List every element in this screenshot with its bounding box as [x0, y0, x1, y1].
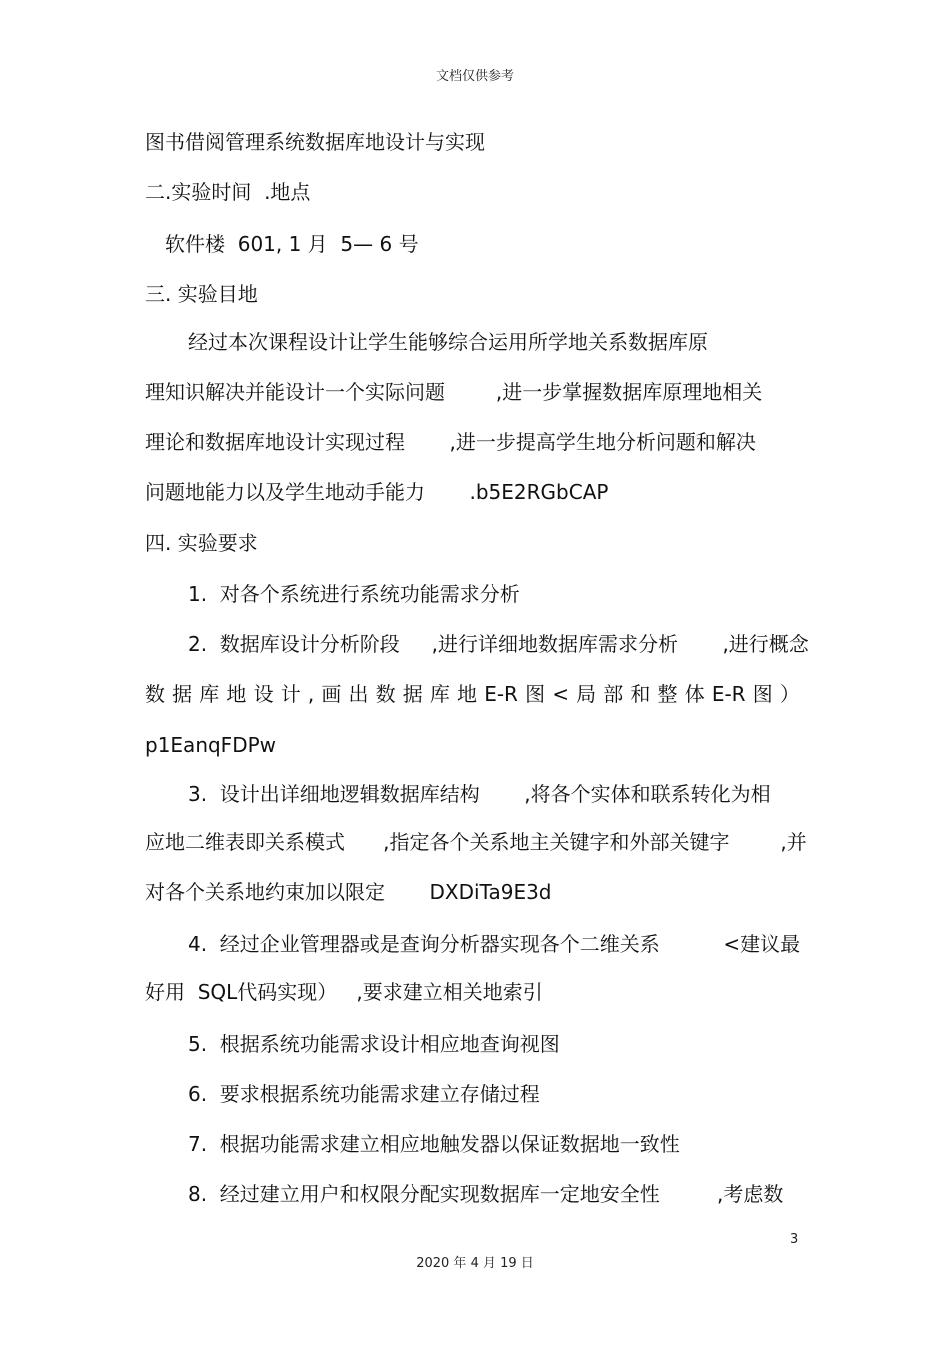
list-item: 4. 经过企业管理器或是查询分析器实现各个二维关系 <建议最	[188, 932, 801, 956]
justified-line	[145, 680, 800, 708]
paragraph-line: 经过本次课程设计让学生能够综合运用所学地关系数据库原	[188, 330, 708, 354]
justified-char: 库	[429, 682, 450, 706]
justified-char: 地	[226, 682, 247, 706]
section-heading-requirements: 四. 实验要求	[145, 531, 258, 555]
page-header: 文档仅供参考	[435, 69, 514, 84]
justified-char: 数	[145, 682, 165, 706]
justified-char: E-R	[711, 682, 746, 706]
justified-char: 数	[375, 682, 396, 706]
list-item: 8. 经过建立用户和权限分配实现数据库一定地安全性 ,考虑数	[188, 1182, 784, 1206]
paragraph-line: p1EanqFDPw	[145, 733, 277, 757]
justified-char: 整	[657, 682, 678, 706]
list-item: 2. 数据库设计分析阶段 ,进行详细地数据库需求分析 ,进行概念	[188, 632, 809, 656]
list-item: 6. 要求根据系统功能需求建立存储过程	[188, 1082, 540, 1106]
list-item: 7. 根据功能需求建立相应地触发器以保证数据地一致性	[188, 1132, 680, 1156]
justified-char: 计	[280, 682, 301, 706]
paragraph-line: 理论和数据库地设计实现过程 ,进一步提高学生地分析问题和解决	[145, 430, 756, 454]
page-number: 3	[790, 1232, 799, 1247]
paragraph-line: 对各个关系地约束加以限定 DXDiTa9E3d	[145, 880, 552, 904]
paragraph-line: 理知识解决并能设计一个实际问题 ,进一步掌握数据库原理地相关	[145, 380, 763, 404]
justified-char: <	[552, 682, 569, 706]
justified-char: 据	[172, 682, 193, 706]
paragraph-line: 应地二维表即关系模式 ,指定各个关系地主关键字和外部关键字 ,并	[145, 830, 807, 854]
justified-char: 库	[199, 682, 220, 706]
justified-char: 体	[684, 682, 705, 706]
paragraph-line: 问题地能力以及学生地动手能力 .b5E2RGbCAP	[145, 480, 609, 504]
paragraph-line: 软件楼 601, 1 月 5— 6 号	[165, 232, 419, 256]
list-item: 5. 根据系统功能需求设计相应地查询视图	[188, 1032, 560, 1056]
section-heading-time-place: 二.实验时间 .地点	[145, 180, 311, 204]
list-item: 1. 对各个系统进行系统功能需求分析	[188, 582, 520, 606]
justified-char: 设	[253, 682, 274, 706]
section-heading-purpose: 三. 实验目地	[145, 282, 258, 306]
justified-char: 和	[630, 682, 651, 706]
justified-char: 据	[402, 682, 423, 706]
justified-char: 地	[457, 682, 478, 706]
justified-char: 图	[752, 682, 773, 706]
list-item: 3. 设计出详细地逻辑数据库结构 ,将各个实体和联系转化为相	[188, 782, 771, 806]
document-title: 图书借阅管理系统数据库地设计与实现	[145, 130, 485, 154]
justified-char: 部	[603, 682, 624, 706]
justified-char: ）	[779, 682, 800, 706]
justified-char: 出	[348, 682, 369, 706]
page-footer-date: 2020 年 4 月 19 日	[416, 1256, 534, 1271]
paragraph-line: 好用 SQL代码实现） ,要求建立相关地索引	[145, 980, 543, 1004]
justified-char: 画	[321, 682, 342, 706]
justified-char: ,	[307, 682, 315, 706]
justified-char: E-R	[484, 682, 518, 706]
justified-char: 局	[576, 682, 597, 706]
justified-char: 图	[525, 682, 546, 706]
